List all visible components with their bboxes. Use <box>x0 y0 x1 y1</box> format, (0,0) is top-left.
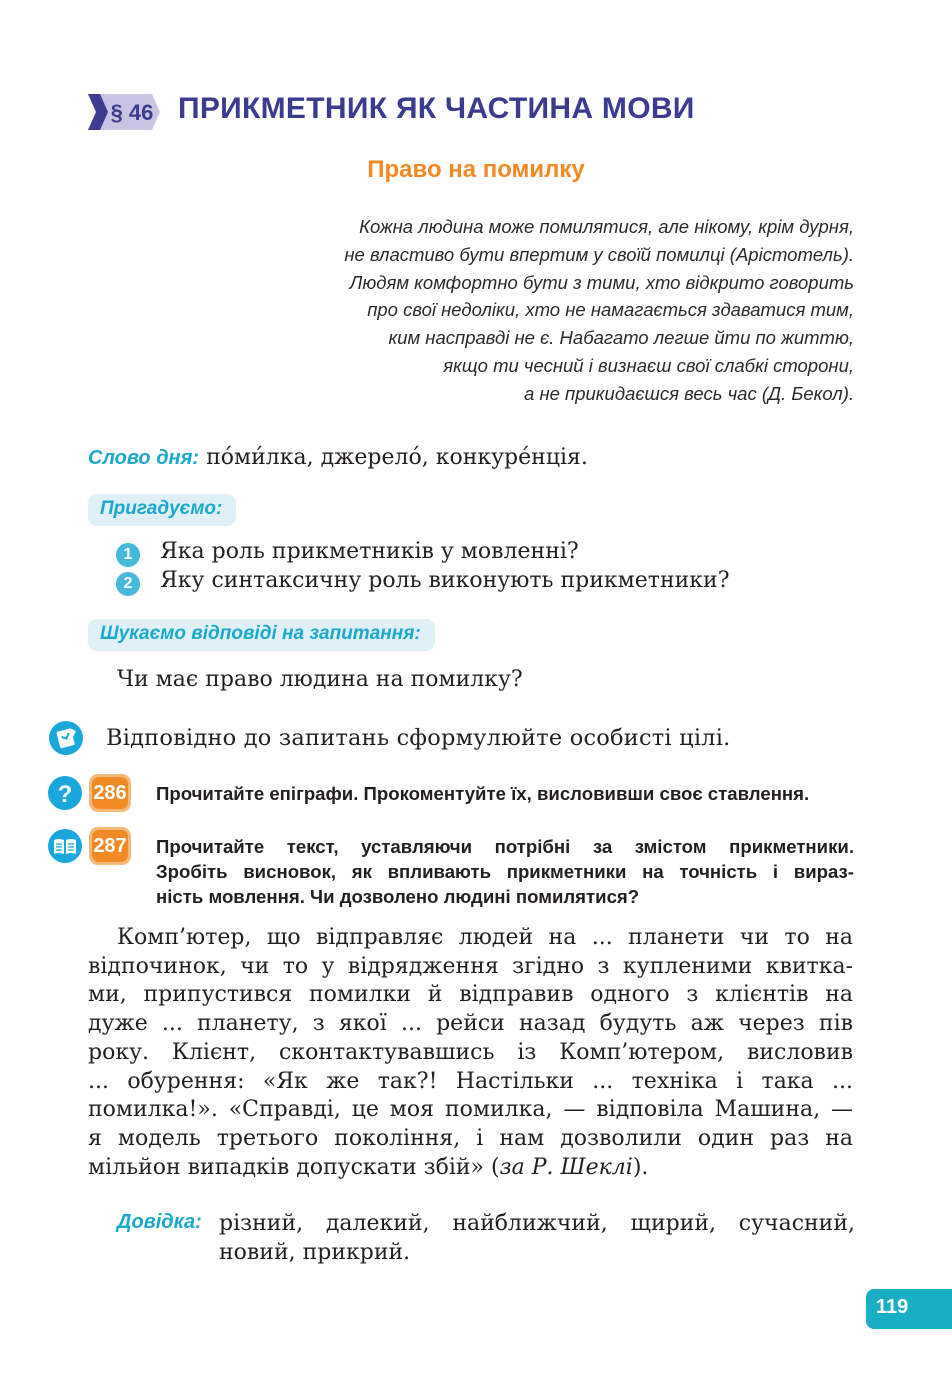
epigraph <box>254 213 854 408</box>
word-of-day <box>88 445 588 470</box>
exercise-task: Прочитайте епіграфи. Прокоментуйте їх, висловивши своє ставлення. <box>156 783 810 804</box>
page-number: 119 <box>876 1296 909 1318</box>
epigraph-line: якщо ти чесний і визнаєш свої слабкі сторони, <box>443 354 854 376</box>
goal-instruction: Відповідно до запитань сформулюйте особисті цілі. <box>106 725 731 751</box>
exercise-task <box>156 834 854 909</box>
reference-words <box>219 1209 855 1267</box>
text-line: року. Клієнт, сконтактувавшись із Комп’ютером, висловив <box>88 1039 853 1065</box>
epigraph-line: ким насправді не є. Набагато легше йти по життю, <box>388 327 854 349</box>
text-line: Комп’ютер, що відправляє людей на ... планети чи то на <box>117 925 853 950</box>
word-of-day-label: Слово дня: <box>88 447 200 469</box>
epigraph-line: не властиво бути впертим у своїй помилці (Арістотель). <box>344 243 854 265</box>
exercise-task-line: ність мовлення. Чи дозволено людині помилятися? <box>156 886 640 907</box>
exercise-number-badge <box>89 774 131 812</box>
question-mark-icon <box>48 776 82 810</box>
section-badge <box>88 94 160 130</box>
section-number: § 46 <box>110 100 154 125</box>
svg-text:?: ? <box>57 781 73 808</box>
epigraph-line: а не прикидаєшся весь час (Д. Бекол). <box>524 382 854 404</box>
reference-line: різний, далекий, найближчий, щирий, сучасний, <box>219 1211 855 1236</box>
epigraph-line: Кожна людина може помилятися, але нікому, крім дурня, <box>359 216 854 237</box>
recall-question: Яка роль прикметників у мовленні? <box>160 539 579 564</box>
text-line: я модель третього покоління, і нам дозволили один раз на <box>88 1125 853 1151</box>
epigraph-line: про свої недоліки, хто не намагається здаватися тим, <box>367 299 854 321</box>
epigraph-line: Людям комфортно бути з тими, хто відкрито говорить <box>349 271 854 293</box>
word-of-day-words: по́ми́лка, джерело́, конкуре́нція. <box>206 445 588 470</box>
question-number-badge: 2 <box>116 572 140 596</box>
exercise-number: 287 <box>92 830 128 862</box>
open-book-icon <box>48 829 82 863</box>
text-line: помилка!». «Справді, це моя помилка, — відповіла Машина, — <box>88 1097 853 1123</box>
text-line-last <box>88 1154 853 1183</box>
text-source: за Р. Шеклі <box>499 1154 633 1180</box>
text-line-start: мільйон випадків допускати збій» ( <box>88 1154 500 1180</box>
reference-label: Довідка: <box>117 1211 202 1233</box>
topic-subtitle: Право на помилку <box>367 156 585 183</box>
question-number-badge: 1 <box>116 543 140 567</box>
text-line-end: ). <box>632 1154 649 1180</box>
goal-sheet-icon <box>49 721 83 755</box>
reference-line: новий, прикрий. <box>219 1240 411 1265</box>
text-line: відпочинок, чи то у відрядження згідно з купленими квитка- <box>88 953 853 979</box>
recall-question: Яку синтаксичну роль виконують прикметники? <box>160 568 730 593</box>
exercise-number-badge <box>89 827 131 865</box>
section-title: ПРИКМЕТНИК ЯК ЧАСТИНА МОВИ <box>178 92 695 125</box>
search-label: Шукаємо відповіді на запитання: <box>88 619 435 651</box>
exercise-task-line: Прочитайте текст, уставляючи потрібні за змістом прикметники. <box>156 836 854 857</box>
exercise-text <box>88 924 853 1182</box>
exercise-task-line: Зробіть висновок, як впливають прикметники на точність і вираз- <box>156 861 854 882</box>
search-question: Чи має право людина на помилку? <box>117 667 523 692</box>
text-line: ... обурення: «Як же так?! Настільки ... техніка і така ... <box>88 1068 853 1094</box>
text-line: дуже ... планету, з якої ... рейси назад будуть аж через пів <box>88 1011 853 1037</box>
exercise-number: 286 <box>92 777 128 809</box>
recall-label: Пригадуємо: <box>88 494 236 526</box>
text-line: ми, припустився помилки й відправив одного з клієнтів на <box>88 982 853 1008</box>
